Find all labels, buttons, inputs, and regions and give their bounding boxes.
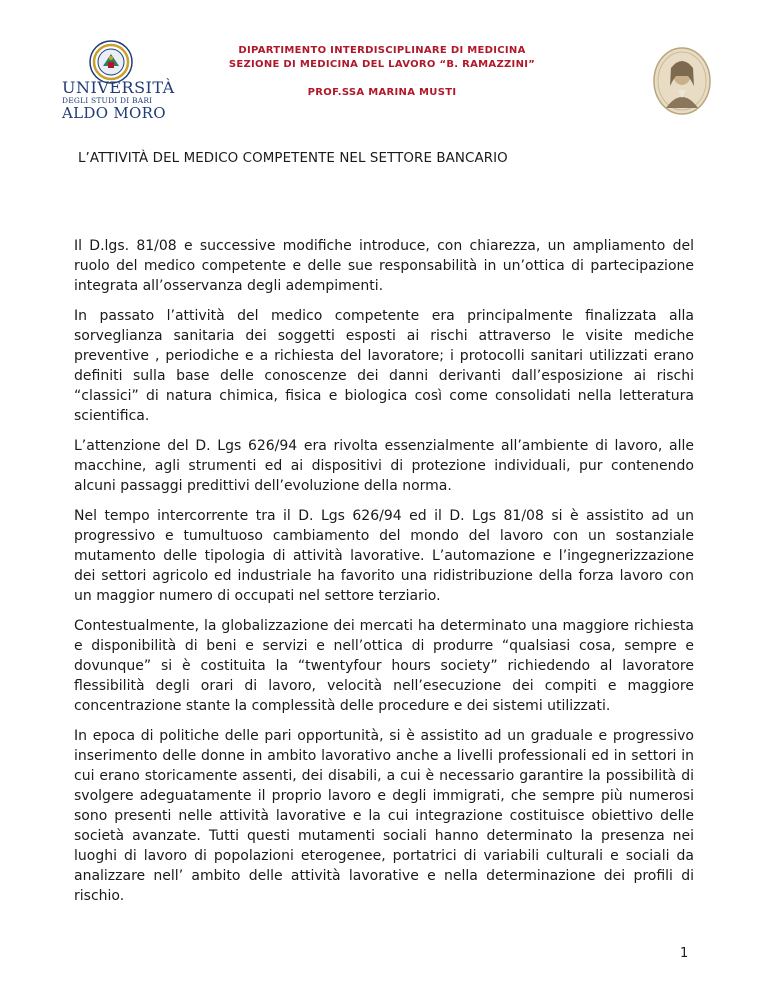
page-number: 1 [680,946,689,961]
paragraph: Contestualmente, la globalizzazione dei mercati ha determinato una maggiore richiesta e disponibilità di beni e servizi e nell’ottica di produrre “qualsiasi cosa, sempre e dovunque” si è costituita la “twentyfour hours society” richiedendo al lavoratore flessibilità degli orari di lavoro, velocità nell’esecuzione dei compiti e maggiore concentrazione stante la complessità delle procedure e dei sistemi utilizzati. [74,618,694,714]
university-logo [58,40,175,122]
logo-word-universita: UNIVERSITÀ [62,78,175,97]
paragraph: Il D.lgs. 81/08 e successive modifiche introduce, con chiarezza, un ampliamento del ruolo del medico competente e delle sue responsabilità in un’ottica di partecipazione integrata all’osservanza degli adempimenti. [74,238,694,294]
header-section: SEZIONE DI MEDICINA DEL LAVORO “B. RAMAZZINI” [228,59,536,70]
paragraph: L’attenzione del D. Lgs 626/94 era rivolta essenzialmente all’ambiente di lavoro, alle macchine, agli strumenti ed ai dispositivi di protezione individuali, pur contenendo alcuni passaggi predittivi dell’evoluzione della norma. [74,438,694,494]
department-header [180,44,584,100]
header-professor: PROF.SSA MARINA MUSTI [307,87,457,98]
document-body [74,236,694,916]
university-wordmark [62,80,178,121]
header-department: DIPARTIMENTO INTERDISCIPLINARE DI MEDICINA [238,45,526,56]
logo-word-degli-studi: DEGLI STUDI DI BARI [62,96,153,105]
ramazzini-portrait-icon [652,46,712,116]
document-title: L’ATTIVITÀ DEL MEDICO COMPETENTE NEL SETTORE BANCARIO [78,151,508,166]
paragraph: In epoca di politiche delle pari opportunità, si è assistito ad un graduale e progressivo inserimento delle donne in ambito lavorativo anche a livelli professionali ed in settori in cui erano storicamente assenti, dei disabili, a cui è necessario garantire la possibilità di svolgere adeguatamente il proprio lavoro e degli immigrati, che sempre più numerosi sono presenti nelle attività lavorative e la cui integrazione costituisce obiettivo delle società avanzate. Tutti questi mutamenti sociali hanno determinato la presenza nei luoghi di lavoro di popolazioni eterogenee, portatrici di variabili culturali e sociali da analizzare nell’ ambito delle attività lavorative e nella determinazione dei profili di rischio. [74,728,694,904]
paragraph: In passato l’attività del medico competente era principalmente finalizzata alla sorveglianza sanitaria dei soggetti esposti ai rischi attraverso le visite mediche preventive , periodiche e a richiesta del lavoratore; i protocolli sanitari utilizzati erano definiti sulla base delle conoscenze dei danni derivanti dall’esposizione ai rischi “classici” di natura chimica, fisica e biologica così come consolidati nella letteratura scientifica. [74,308,694,424]
logo-word-aldo-moro: ALDO MORO [62,103,166,122]
paragraph: Nel tempo intercorrente tra il D. Lgs 626/94 ed il D. Lgs 81/08 si è assistito ad un progressivo e tumultuoso cambiamento del mondo del lavoro con un sostanziale mutamento delle tipologia di attività lavorative. L’automazione e l’ingegnerizzazione dei settori agricolo ed industriale ha favorito una ridistribuzione della forza lavoro con un maggior numero di occupati nel settore terziario. [74,508,694,604]
